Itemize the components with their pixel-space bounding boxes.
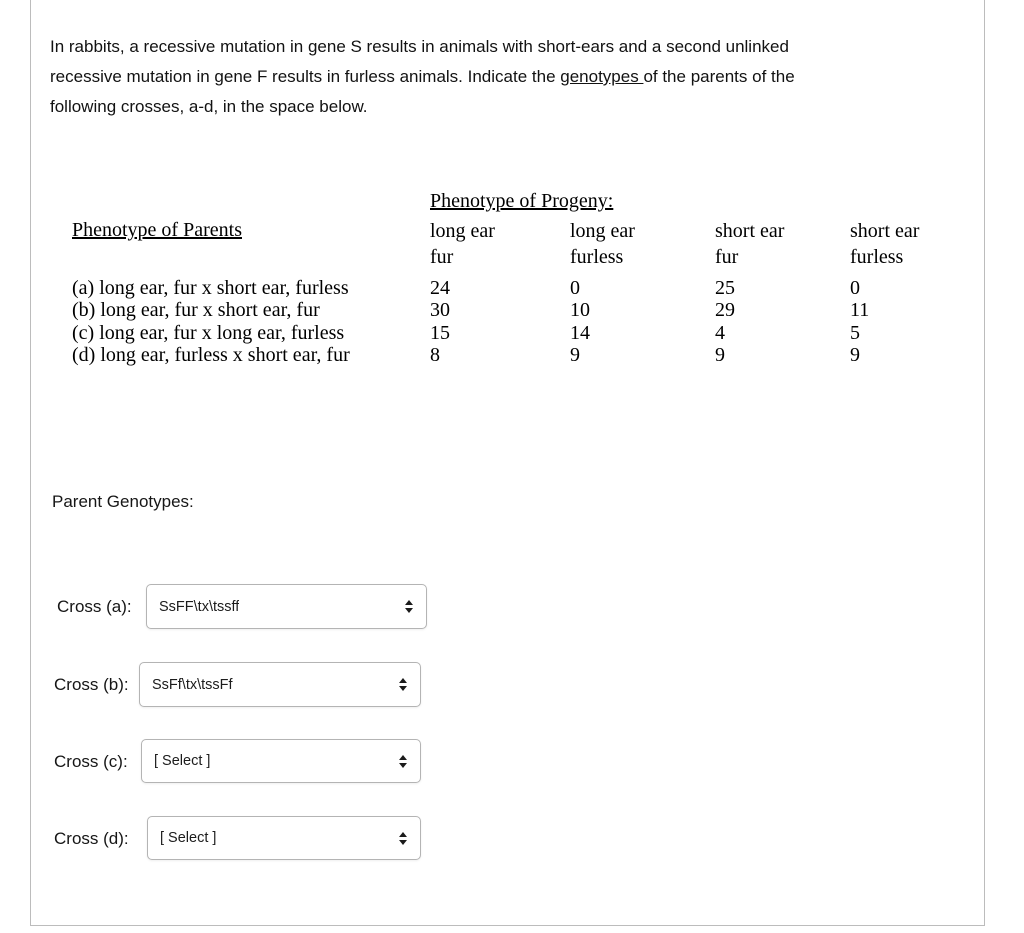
row-a-parents: (a) long ear, fur x short ear, furless [72,277,349,299]
row-b-value-2: 10 [570,299,590,321]
arrow-down-icon [399,840,407,845]
row-d-value-3: 9 [715,344,725,366]
row-c-value-2: 14 [570,322,590,344]
parent-genotypes-label: Parent Genotypes: [52,492,194,511]
arrow-down-icon [405,608,413,613]
column-header-line: short ear [715,220,785,242]
question-line-1-text: In rabbits, a recessive mutation in gene S results in animals with short-ears and a second unlinked [50,37,789,56]
parents-header: Phenotype of Parents [72,219,242,241]
row-a-value-3: 25 [715,277,735,299]
arrow-down-icon [399,686,407,691]
arrow-up-icon [399,755,407,760]
column-header-long-ear-furless [570,218,635,270]
cross-a-select[interactable] [146,584,427,629]
question-line-3 [50,92,950,122]
row-c-value-4: 5 [850,322,860,344]
column-header-line: short ear [850,220,920,242]
row-c-value-3: 4 [715,322,725,344]
column-header-long-ear-fur [430,218,495,270]
row-c-value-1: 15 [430,322,450,344]
select-updown-icon [405,600,413,613]
select-updown-icon [399,832,407,845]
column-header-line: furless [850,246,904,268]
row-b-parents: (b) long ear, fur x short ear, fur [72,299,320,321]
cross-b-select[interactable] [139,662,421,707]
question-line-2 [50,62,950,92]
row-b-value-4: 11 [850,299,870,321]
column-header-line: long ear [570,220,635,242]
question-line-3-text: following crosses, a-d, in the space below. [50,97,368,116]
column-header-short-ear-fur [715,218,784,270]
cross-c-select[interactable] [141,739,421,783]
row-a-value-2: 0 [570,277,580,299]
arrow-up-icon [405,600,413,605]
column-header-line: fur [715,246,739,268]
cross-c-label: Cross (c): [54,752,128,771]
question-line-2-post: of the parents of the [643,67,795,86]
column-header-line: long ear [430,220,495,242]
arrow-up-icon [399,832,407,837]
column-header-short-ear-furless [850,218,919,270]
cross-c-selected-value: [ Select ] [154,753,211,769]
cross-d-selected-value: [ Select ] [160,830,217,846]
select-updown-icon [399,678,407,691]
row-b-value-3: 29 [715,299,735,321]
cross-d-label: Cross (d): [54,829,129,848]
row-d-value-1: 8 [430,344,440,366]
progeny-header: Phenotype of Progeny: [430,190,614,212]
cross-b-label: Cross (b): [54,675,129,694]
question-line-1 [50,32,950,62]
row-d-parents: (d) long ear, furless x short ear, fur [72,344,350,366]
question-text [50,32,950,122]
select-updown-icon [399,755,407,768]
row-a-value-4: 0 [850,277,860,299]
cross-d-select[interactable] [147,816,421,860]
question-panel [30,0,985,926]
row-a-value-1: 24 [430,277,450,299]
row-b-value-1: 30 [430,299,450,321]
row-d-value-4: 9 [850,344,860,366]
cross-a-label: Cross (a): [57,597,132,616]
question-line-2-pre: recessive mutation in gene F results in furless animals. Indicate the [50,67,561,86]
column-header-line: furless [570,246,624,268]
row-d-value-2: 9 [570,344,580,366]
genotypes-underlined-word: genotypes [560,67,644,86]
row-c-parents: (c) long ear, fur x long ear, furless [72,322,345,344]
cross-a-selected-value: SsFF\tx\tssff [159,598,240,615]
arrow-down-icon [399,763,407,768]
column-header-line: fur [430,246,454,268]
cross-b-selected-value: SsFf\tx\tssFf [152,676,233,693]
arrow-up-icon [399,678,407,683]
